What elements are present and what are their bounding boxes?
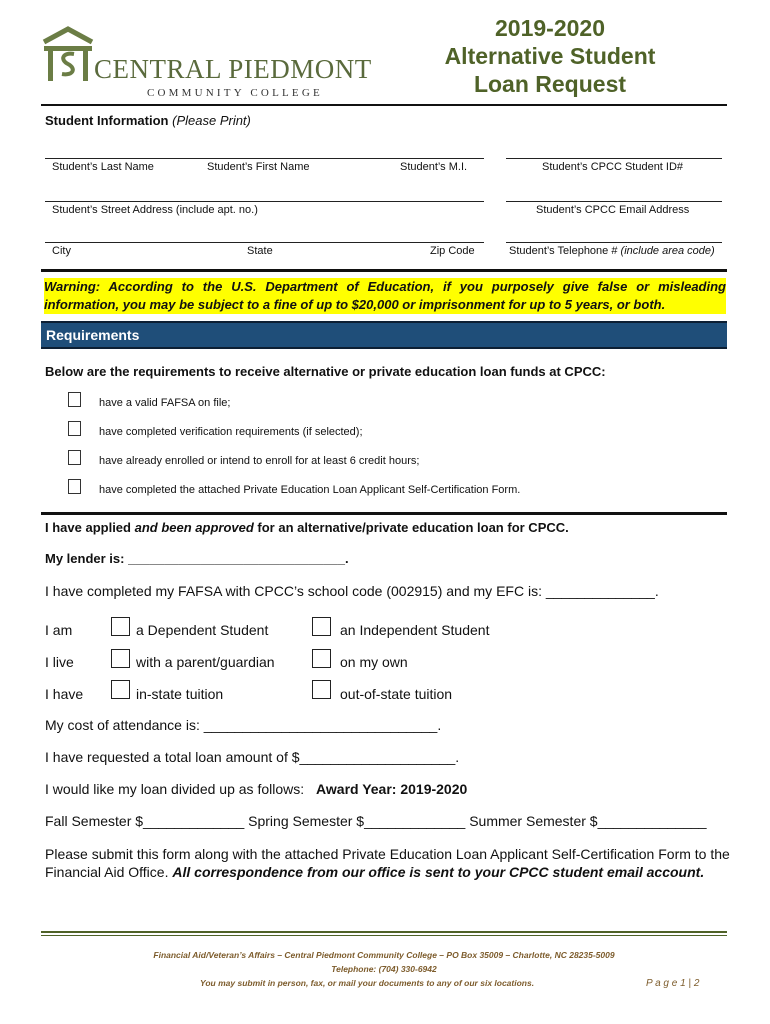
requirement-checkbox-4[interactable]: [68, 479, 81, 494]
out-of-state-checkbox[interactable]: [312, 680, 331, 699]
requirements-bar: Requirements: [41, 323, 727, 347]
row-label-i-am: I am: [45, 622, 73, 638]
student-id-label: Student’s CPCC Student ID#: [542, 161, 684, 173]
street-line[interactable]: [45, 201, 484, 202]
city-line[interactable]: [45, 242, 484, 243]
out-of-state-label: out-of-state tuition: [340, 686, 453, 702]
independent-checkbox[interactable]: [312, 617, 331, 636]
title-line-3: Loan Request: [473, 71, 627, 97]
page-number: P a g e 1 | 2: [646, 978, 700, 989]
in-state-checkbox[interactable]: [111, 680, 130, 699]
email-label: Student’s CPCC Email Address: [536, 204, 690, 216]
on-my-own-checkbox[interactable]: [312, 649, 331, 668]
row-label-i-have: I have: [45, 686, 84, 702]
zip-label: Zip Code: [430, 245, 475, 257]
info-divider: [41, 269, 727, 272]
footer-telephone: Telephone: (704) 330-6942: [331, 964, 437, 974]
footer-address: Financial Aid/Veteran’s Affairs – Central Piedmont Community College – PO Box 35009 – Charlotte, NC 28235-5009: [153, 950, 615, 960]
applied-statement: I have applied and been approved for an alternative/private education loan for CPCC.: [45, 520, 569, 535]
with-parent-checkbox[interactable]: [111, 649, 130, 668]
state-label: State: [247, 245, 273, 257]
last-name-label: Student’s Last Name: [52, 161, 154, 173]
requirement-item-4: have completed the attached Private Education Loan Applicant Self-Certification Form.: [99, 484, 521, 496]
email-line[interactable]: [506, 201, 722, 202]
form-title: [420, 14, 680, 98]
title-year: 2019-2020: [495, 15, 605, 41]
phone-line[interactable]: [506, 242, 722, 243]
requirement-item-2: have completed verification requirements (if selected);: [99, 426, 363, 438]
first-name-label: Student’s First Name: [207, 161, 310, 173]
header-divider: [41, 104, 727, 106]
mi-label: Student’s M.I.: [400, 161, 468, 173]
total-loan-field[interactable]: I have requested a total loan amount of $____________________.: [45, 749, 460, 765]
lender-field[interactable]: My lender is: ______________________________.: [45, 551, 349, 566]
requirement-item-3: have already enrolled or intend to enroll for at least 6 credit hours;: [99, 455, 420, 467]
street-label: Student’s Street Address (include apt. no.): [52, 204, 258, 216]
footer-divider: [41, 931, 727, 933]
independent-label: an Independent Student: [340, 622, 490, 638]
warning-notice: Warning: According to the U.S. Department of Education, if you purposely give false or misleading information, you may be subject to a fine of up to $20,000 or imprisonment for up to 5 years, or both.: [44, 279, 726, 312]
fafsa-efc-field[interactable]: I have completed my FAFSA with CPCC’s school code (002915) and my EFC is: ______________.: [45, 583, 659, 599]
city-label: City: [52, 245, 71, 257]
dependent-checkbox[interactable]: [111, 617, 130, 636]
with-parent-label: with a parent/guardian: [136, 654, 275, 670]
requirement-checkbox-2[interactable]: [68, 421, 81, 436]
requirement-checkbox-1[interactable]: [68, 392, 81, 407]
title-line-2: Alternative Student: [444, 43, 656, 69]
requirement-checkbox-3[interactable]: [68, 450, 81, 465]
college-subtitle: COMMUNITY COLLEGE: [147, 87, 323, 99]
requirement-item-1: have a valid FAFSA on file;: [99, 397, 231, 409]
footer-submit-note: You may submit in person, fax, or mail your documents to any of our six locations.: [200, 978, 535, 988]
phone-label: Student’s Telephone # (include area code): [509, 245, 715, 257]
student-id-line[interactable]: [506, 158, 722, 159]
on-my-own-label: on my own: [340, 654, 408, 670]
cost-of-attendance-field[interactable]: My cost of attendance is: ______________________________.: [45, 717, 442, 733]
footer-divider-thin: [41, 935, 727, 936]
college-name: CENTRAL PIEDMONT: [94, 54, 372, 84]
student-info-heading: Student Information (Please Print): [45, 113, 251, 128]
semester-amounts-field[interactable]: Fall Semester $_____________ Spring Semester $_____________ Summer Semester $______________: [45, 813, 707, 829]
in-state-label: in-state tuition: [136, 686, 224, 702]
loan-division-label: I would like my loan divided up as follows: Award Year: 2019-2020: [45, 781, 468, 797]
requirements-intro: Below are the requirements to receive alternative or private education loan funds at CPCC:: [45, 364, 606, 379]
college-logo-icon: [40, 26, 96, 84]
submit-instructions: Please submit this form along with the attached Private Education Loan Applicant Self-Certification Form to the Financial Aid Office. All correspondence from our office is sent to your CPCC student email account.: [45, 846, 730, 880]
row-label-i-live: I live: [45, 654, 74, 670]
requirements-divider: [41, 512, 727, 515]
name-line[interactable]: [45, 158, 484, 159]
dependent-label: a Dependent Student: [136, 622, 269, 638]
award-year: Award Year: 2019-2020: [316, 781, 468, 797]
